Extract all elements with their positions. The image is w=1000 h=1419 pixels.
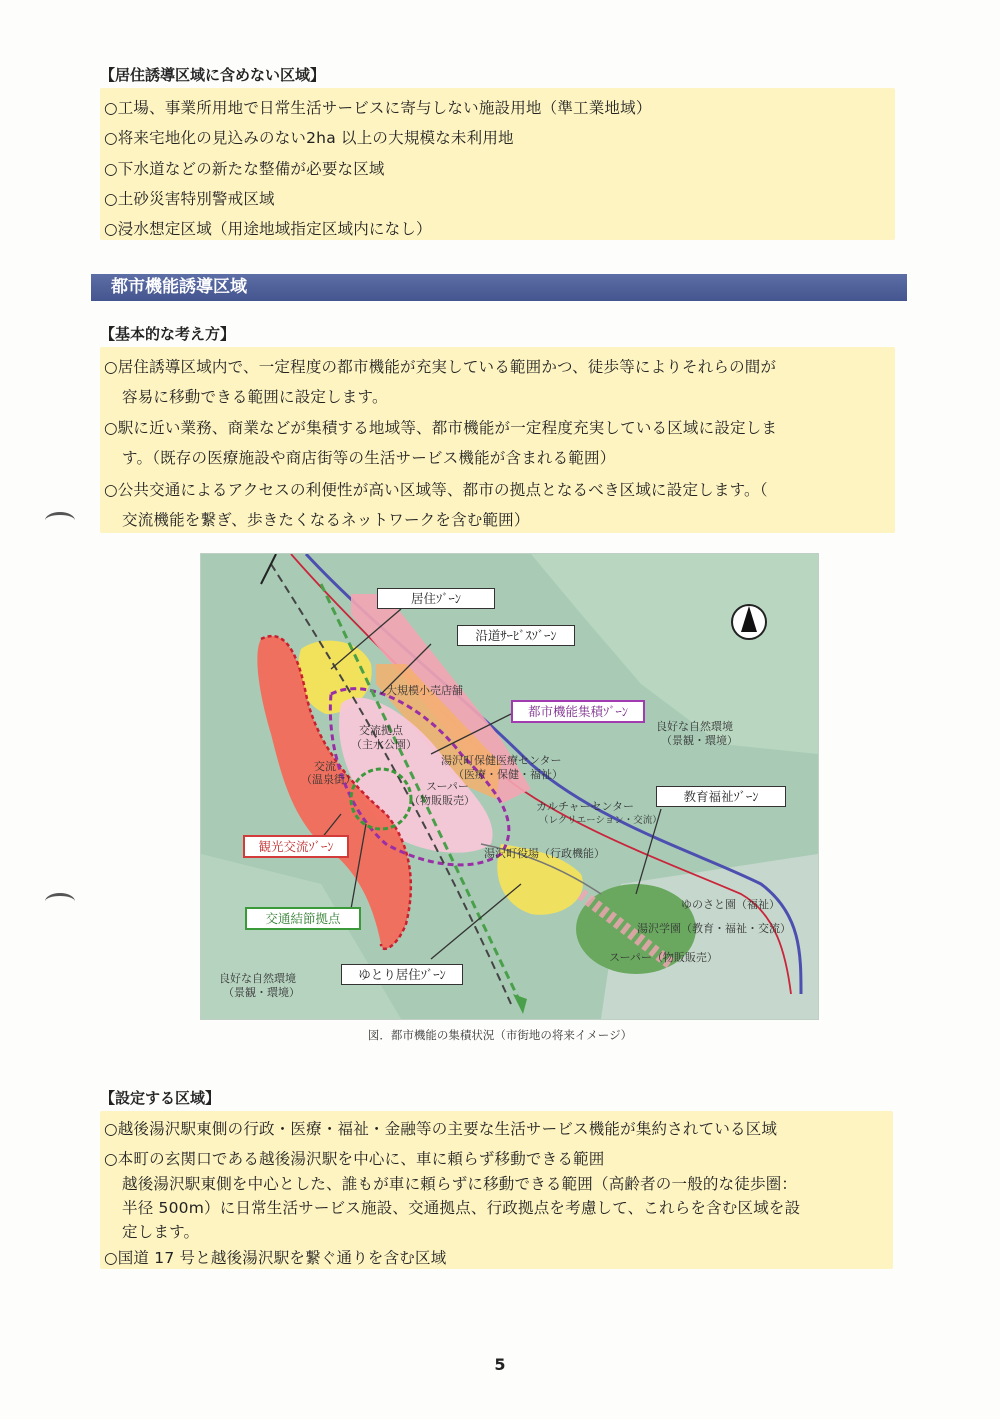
zone-label-tourism: 観光交流ｿﾞｰﾝ bbox=[243, 835, 349, 858]
figure-caption: 図．都市機能の集積状況（市街地の将来イメージ） bbox=[367, 1028, 633, 1042]
section3-line: ○本町の玄関口である越後湯沢駅を中心に、車に頼らず移動できる範囲 bbox=[104, 1150, 605, 1168]
map-text-super2: スーパー（物販販売） bbox=[609, 951, 718, 964]
map-text-exchange-1: 交流 bbox=[314, 760, 336, 773]
section1-item: ○下水道などの新たな整備が必要な区域 bbox=[104, 160, 385, 178]
zone-label-urban: 都市機能集積ｿﾞｰﾝ bbox=[511, 700, 645, 723]
section3-line: 定します。 bbox=[122, 1223, 200, 1241]
zone-label-roadside: 沿道ｻｰﾋﾞｽｿﾞｰﾝ bbox=[457, 625, 575, 646]
map-text-nature-right-1: 良好な自然環境 bbox=[656, 720, 733, 733]
section2-line: ○居住誘導区域内で、一定程度の都市機能が充実している範囲かつ、徒歩等によりそれらの間が bbox=[104, 358, 777, 376]
map-text-super1-1: スーパー bbox=[426, 780, 469, 793]
map-text-exchange-2: （温泉街） bbox=[301, 773, 356, 786]
section1-item: ○土砂災害特別警戒区域 bbox=[104, 190, 275, 208]
section1-item: ○浸水想定区域（用途地域指定区域内になし） bbox=[104, 220, 432, 238]
section3-line: ○越後湯沢駅東側の行政・医療・福祉・金融等の主要な生活サービス機能が集約されている区域 bbox=[104, 1120, 778, 1138]
punch-hole-bottom bbox=[45, 893, 75, 910]
section3-line: ○国道 17 号と越後湯沢駅を繋ぐ通りを含む区域 bbox=[104, 1249, 447, 1267]
section1-heading: 【居住誘導区域に含めない区域】 bbox=[100, 66, 326, 84]
map-text-tourism-hub-2: （主水公園） bbox=[351, 738, 417, 751]
map-text-health-center-2: （医療・保健・福祉） bbox=[453, 768, 563, 781]
section2-line: ○公共交通によるアクセスの利便性が高い区域等、都市の拠点となるべき区域に設定します。（ bbox=[104, 481, 768, 499]
section2-heading: 【基本的な考え方】 bbox=[100, 325, 236, 343]
page-number: 5 bbox=[494, 1355, 506, 1374]
map-text-town-hall: 湯沢町役場（行政機能） bbox=[484, 847, 605, 860]
map-text-culture-2: （レクリエーション・交流） bbox=[539, 815, 662, 826]
section-title: 都市機能誘導区域 bbox=[91, 274, 907, 301]
map-text-tourism-hub-1: 交流拠点 bbox=[359, 724, 403, 737]
zone-label-relaxed: ゆとり居住ｿﾞｰﾝ bbox=[341, 964, 463, 985]
map-text-nature-left-2: （景観・環境） bbox=[223, 986, 300, 999]
section3-line: 越後湯沢駅東側を中心とした、誰もが車に頼らずに移動できる範囲（高齢者の一般的な徒歩圏： bbox=[122, 1175, 798, 1193]
map-text-super1-2: （物販販売） bbox=[409, 794, 475, 807]
section2-line: 交流機能を繋ぎ、歩きたくなるネットワークを含む範囲） bbox=[122, 511, 530, 529]
zone-label-transit: 交通結節拠点 bbox=[245, 907, 361, 930]
section2-line: 容易に移動できる範囲に設定します。 bbox=[122, 388, 388, 406]
section2-line: ○駅に近い業務、商業などが集積する地域等、都市機能が一定程度充実している区域に設定しま bbox=[104, 419, 778, 437]
map-text-nature-left-1: 良好な自然環境 bbox=[219, 972, 296, 985]
section1-item: ○工場、事業所用地で日常生活サービスに寄与しない施設用地（準工業地域） bbox=[104, 99, 652, 117]
zone-label-education: 教育福祉ｿﾞｰﾝ bbox=[656, 786, 786, 807]
section3-line: 半径 500m）に日常生活サービス施設、交通拠点、行政拠点を考慮して、これらを含む区域を設 bbox=[122, 1199, 801, 1217]
map-text-nature-right-2: （景観・環境） bbox=[661, 734, 738, 747]
section1-item: ○将来宅地化の見込みのない2ha 以上の大規模な未利用地 bbox=[104, 129, 514, 147]
map-text-health-center-1: 湯沢町保健医療センター bbox=[441, 754, 562, 767]
urban-function-map bbox=[200, 553, 819, 1020]
map-text-culture-1: カルチャーセンター bbox=[536, 800, 635, 813]
section2-line: す。（既存の医療施設や商店街等の生活サービス機能が含まれる範囲） bbox=[122, 449, 616, 467]
map-text-yunosato: ゆのさと園（福祉） bbox=[681, 898, 780, 911]
punch-hole-top bbox=[45, 512, 75, 529]
zone-label-residential: 居住ｿﾞｰﾝ bbox=[377, 588, 495, 609]
section3-heading: 【設定する区域】 bbox=[100, 1089, 221, 1107]
map-text-store: 大規模小売店舗 bbox=[386, 684, 463, 697]
map-text-gakuen: 湯沢学園（教育・福祉・交流） bbox=[637, 922, 791, 935]
